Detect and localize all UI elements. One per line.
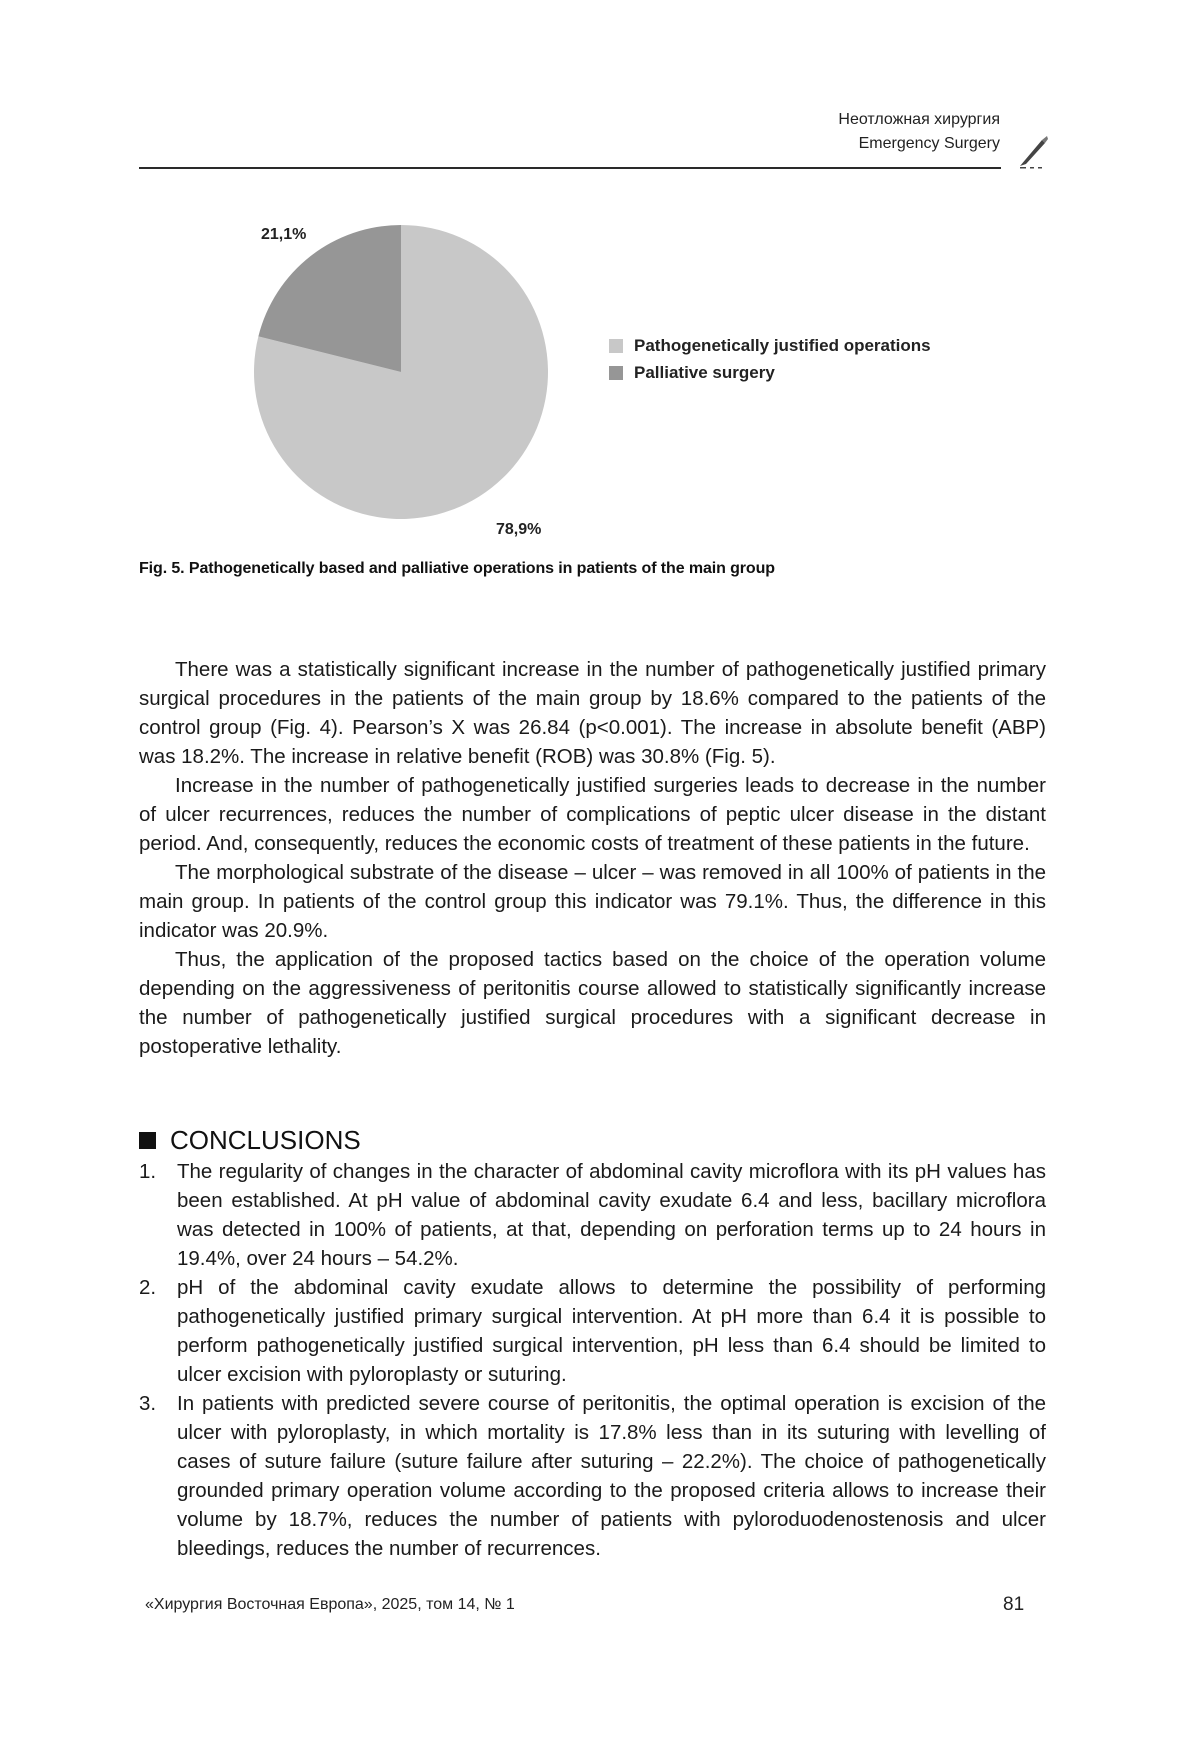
pie-slices <box>254 225 548 519</box>
conclusion-number: 3. <box>139 1392 157 1415</box>
square-bullet-icon <box>139 1132 156 1149</box>
page-number: 81 <box>1003 1594 1025 1615</box>
chart-legend <box>609 336 931 382</box>
body-paragraph: Thus, the application of the proposed tactics based on the choice of the operation volume depending on the aggressiveness of peritonitis course allowed to statistically significantly increase the number of pathogenetically justified surgical procedures with a significant decrease in postoperative lethality. <box>139 948 1046 1058</box>
body-paragraph: The morphological substrate of the disease – ulcer – was removed in all 100% of patients in the main group. In patients of the control group this indicator was 79.1%. Thus, the difference in this indicator was 20.9%. <box>139 861 1046 942</box>
conclusion-number: 2. <box>139 1276 157 1299</box>
conclusions-list <box>139 1157 1046 1563</box>
header-divider <box>139 167 1001 169</box>
running-header <box>838 108 1000 156</box>
conclusion-item <box>139 1389 1046 1563</box>
conclusion-item <box>139 1273 1046 1389</box>
body-paragraph: There was a statistically significant increase in the number of pathogenetically justified primary surgical procedures in the patients of the main group by 18.6% compared to the patients of the control group (Fig. 4). Pearson’s X was 26.84 (p<0.001). The increase in absolute benefit (ABP) was 18.2%. The increase in relative benefit (ROB) was 30.8% (Fig. 5). <box>139 658 1046 768</box>
scalpel-icon <box>1014 134 1050 170</box>
conclusions-heading <box>139 1124 361 1156</box>
pie-data-label: 21,1% <box>261 226 307 243</box>
legend-swatch <box>609 366 623 380</box>
header-title-ru: Неотложная хирургия <box>838 111 1000 128</box>
figure-caption: Fig. 5. Pathogenetically based and palliative operations in patients of the main group <box>139 560 775 577</box>
conclusion-text: pH of the abdominal cavity exudate allows to determine the possibility of performing pathogenetically justified primary surgical intervention. At pH more than 6.4 it is possible to perform pathogenetically justified surgical intervention, pH less than 6.4 should be limited to ulcer excision with pyloroplasty or suturing. <box>177 1276 1046 1386</box>
body-paragraph: Increase in the number of pathogenetically justified surgeries leads to decrease in the number of ulcer recurrences, reduces the number of complications of peptic ulcer disease in the distant period. And, consequently, reduces the economic costs of treatment of these patients in the future. <box>139 774 1046 855</box>
footer-journal-name: «Хирургия Восточная Европа», 2025, том 14, № 1 <box>145 1596 515 1613</box>
body-text <box>139 655 1046 1061</box>
conclusions-title: CONCLUSIONS <box>170 1125 361 1155</box>
conclusion-text: In patients with predicted severe course of peritonitis, the optimal operation is excision of the ulcer with pyloroplasty, in which mortality is 17.8% less than in its suturing with levelling of cases of suture failure (suture failure after suturing – 22.2%). The choice of pathogenetically grounded primary operation volume according to the proposed criteria allows to increase their volume by 18.7%, reduces the number of patients with pyloroduodenostenosis and ulcer bleedings, reduces the number of recurrences. <box>177 1392 1046 1560</box>
pie-data-label: 78,9% <box>496 521 542 538</box>
legend-label: Pathogenetically justified operations <box>634 336 931 355</box>
conclusion-item <box>139 1157 1046 1273</box>
pie-chart <box>139 190 969 540</box>
header-title-en: Emergency Surgery <box>858 135 1000 152</box>
legend-swatch <box>609 339 623 353</box>
legend-label: Palliative surgery <box>634 363 775 382</box>
conclusion-number: 1. <box>139 1160 157 1183</box>
conclusion-text: The regularity of changes in the character of abdominal cavity microflora with its pH values has been established. At pH value of abdominal cavity exudate 6.4 and less, bacillary microflora was detected in 100% of patients, at that, depending on perforation terms up to 24 hours in 19.4%, over 24 hours – 54.2%. <box>177 1160 1046 1270</box>
